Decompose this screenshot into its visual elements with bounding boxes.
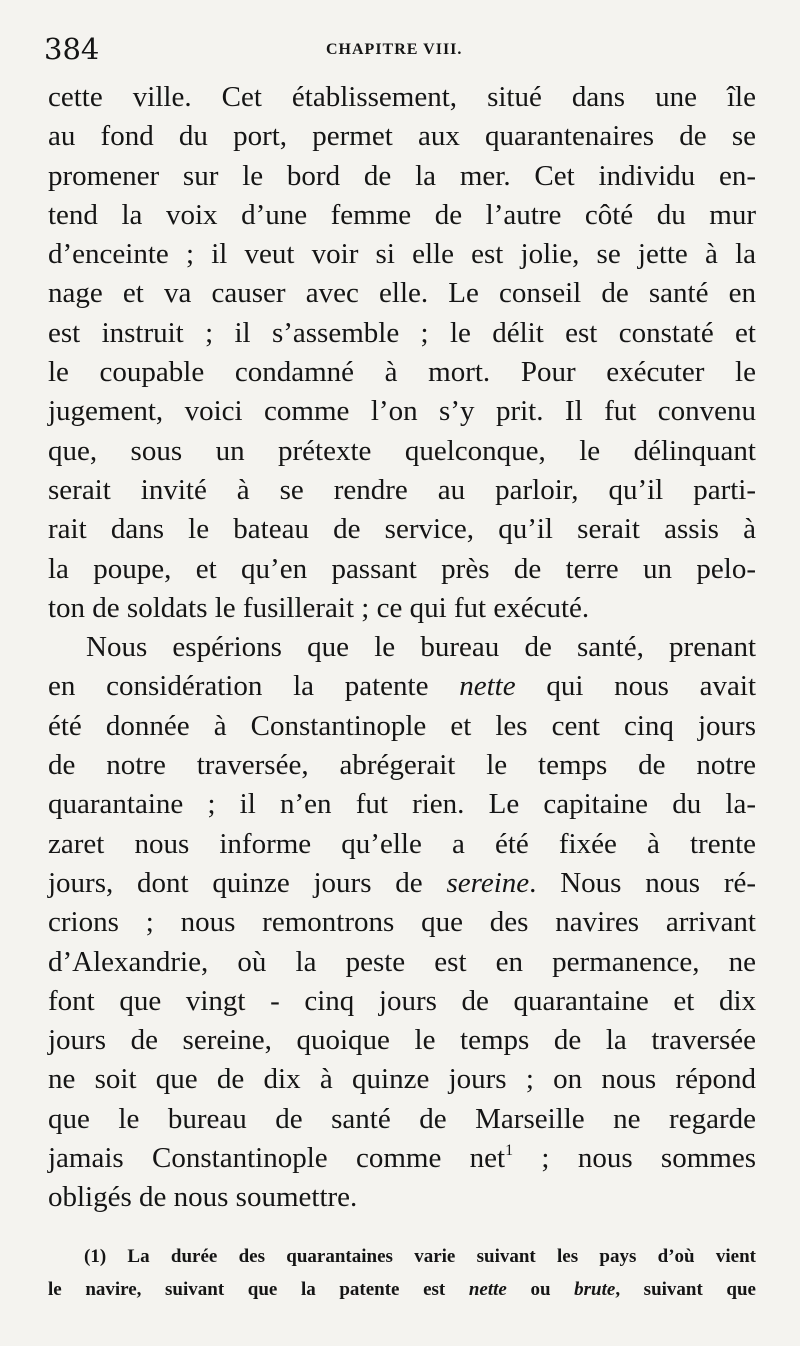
footnote-line	[56, 1240, 756, 1273]
text-line: zaret nous informe qu’elle a été fixée à trente	[48, 827, 756, 860]
text-line: ton de soldats le fusillerait ; ce qui fut exécuté.	[48, 591, 590, 624]
text-segment: jours, dont quinze jours de	[48, 866, 447, 899]
text-segment: . Nous nous ré-	[529, 866, 757, 899]
text-line: de notre traversée, abrégerait le temps de notre	[48, 749, 756, 782]
text-line: serait invité à se rendre au parloir, qu’il parti-	[48, 473, 756, 506]
text-line: obligés de nous soumettre.	[48, 1181, 358, 1214]
text-line: d’Alexandrie, où la peste est en permanence, ne	[48, 945, 756, 978]
text-line: que, sous un prétexte quelconque, le délinquant	[48, 434, 756, 467]
text-line: d’enceinte ; il veut voir si elle est jolie, se jette à la	[48, 238, 756, 271]
italic-term: brute	[574, 1279, 616, 1300]
text-line: Nous espérions que le bureau de santé, prenant	[86, 631, 756, 664]
text-line: au fond du port, permet aux quarantenaires de se	[48, 120, 756, 153]
text-line: font que vingt - cinq jours de quarantaine et dix	[48, 984, 756, 1017]
text-line	[48, 667, 756, 706]
footnote-marker: (1)	[84, 1246, 107, 1267]
italic-term: sereine	[446, 866, 530, 899]
text-line: tend la voix d’une femme de l’autre côté du mur	[48, 198, 756, 231]
footnote-reference[interactable]: 1	[505, 1142, 514, 1160]
text-segment: ou	[506, 1279, 575, 1300]
text-line: que le bureau de santé de Marseille ne regarde	[48, 1102, 756, 1135]
text-segment: en considération la patente	[48, 670, 460, 703]
text-segment: ; nous sommes	[513, 1142, 756, 1175]
footnote-line	[48, 1273, 756, 1306]
text-line: est instruit ; il s’assemble ; le délit est constaté et	[48, 316, 756, 349]
paragraph-1	[48, 78, 756, 628]
text-line	[48, 864, 756, 903]
text-line: ne soit que de dix à quinze jours ; on nous répond	[48, 1063, 756, 1096]
page-number: 384	[44, 32, 100, 66]
text-line	[48, 1139, 756, 1178]
text-line: été donnée à Constantinople et les cent cinq jours	[48, 709, 756, 742]
text-line: jours de sereine, quoique le temps de la traversée	[48, 1024, 756, 1057]
text-segment: jamais Constantinople comme net	[48, 1142, 506, 1175]
text-segment: La durée des quarantaines varie suivant les pays d’où vient	[106, 1246, 756, 1267]
text-segment: le navire, suivant que la patente est	[48, 1279, 469, 1300]
text-line: quarantaine ; il n’en fut rien. Le capitaine du la-	[48, 788, 756, 821]
text-segment: qui nous avait	[515, 670, 756, 703]
text-line: jugement, voici comme l’on s’y prit. Il fut convenu	[48, 395, 756, 428]
text-line: le coupable condamné à mort. Pour exécuter le	[48, 356, 756, 389]
text-line: crions ; nous remontrons que des navires arrivant	[48, 906, 756, 939]
running-head: CHAPITRE VIII.	[326, 41, 463, 58]
text-line: promener sur le bord de la mer. Cet individu en-	[48, 159, 756, 192]
paragraph-2	[48, 628, 756, 1217]
text-line: rait dans le bateau de service, qu’il serait assis à	[48, 513, 756, 546]
text-line: la poupe, et qu’en passant près de terre un pelo-	[48, 552, 756, 585]
text-line: nage et va causer avec elle. Le conseil de santé en	[48, 277, 756, 310]
page-header	[36, 32, 756, 72]
text-line: cette ville. Cet établissement, situé dans une île	[48, 81, 756, 113]
main-text	[48, 78, 756, 1218]
italic-term: nette	[468, 1279, 507, 1300]
text-segment: , suivant que	[615, 1279, 756, 1300]
footnote	[48, 1240, 756, 1306]
italic-term: nette	[459, 670, 516, 703]
